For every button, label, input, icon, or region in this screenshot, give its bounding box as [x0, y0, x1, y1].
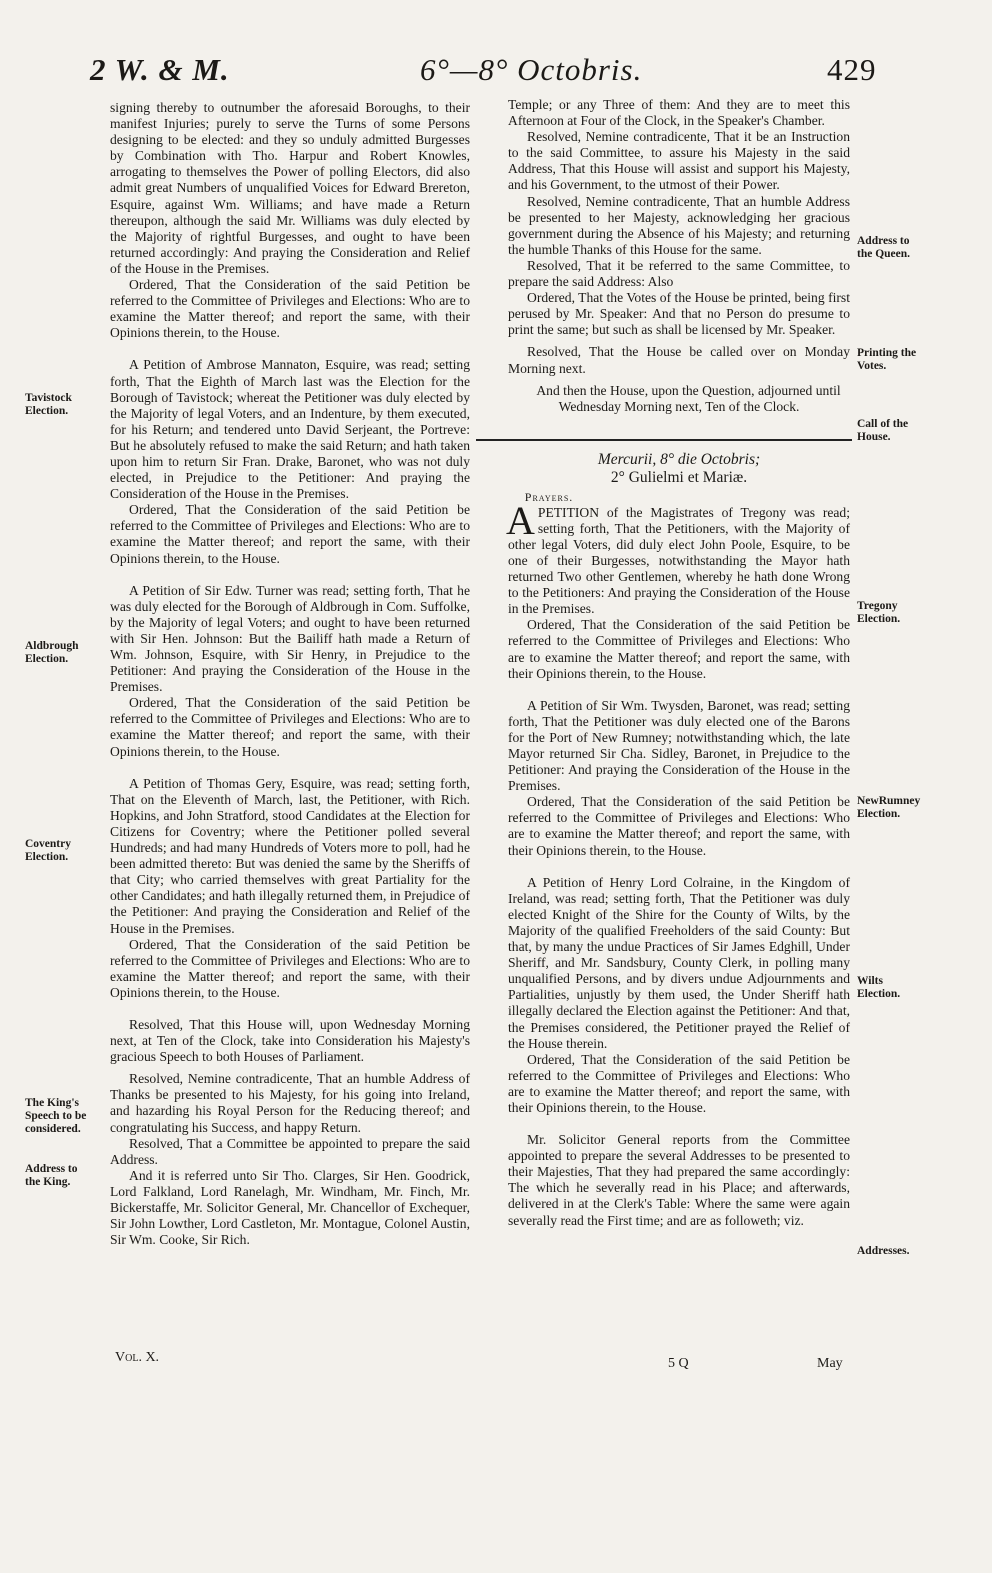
signature-mark: 5 Q [668, 1356, 689, 1371]
paragraph: Ordered, That the Votes of the House be printed, being first perused by Mr. Speaker: And that no Person do presume to print the same; but such as shall be licensed by Mr. Speaker. [508, 290, 850, 338]
paragraph: Ordered, That the Consideration of the said Petition be referred to the Committee of Privileges and Elections: Who are to examine the Matter thereof; and report the same, with their Opinions therein, to the House. [508, 794, 850, 858]
margin-note-coventry: Coventry Election. [25, 838, 71, 863]
margin-note-tregony: Tregony Election. [857, 600, 901, 625]
paragraph [506, 497, 850, 618]
paragraph: Ordered, That the Consideration of the said Petition be referred to the Committee of Privileges and Elections: Who are to examine the Matter thereof; and report the same, with their Opinions therein, to the House. [110, 277, 470, 341]
drop-cap: A [506, 497, 535, 543]
paragraph: Resolved, Nemine contradicente, That an humble Address of Thanks be presented to his Majesty, for his going into Ireland, and hazarding his Royal Person for the Reducing thereof; and congratulating his Success, and happy Return. [110, 1071, 470, 1135]
margin-note-tavistock: Tavistock Election. [25, 392, 72, 417]
paragraph: Temple; or any Three of them: And they are to meet this Afternoon at Four of the Clock, in the Speaker's Chamber. [508, 97, 850, 129]
paragraph: Resolved, Nemine contradicente, That an humble Address be presented to her Majesty, acknowledging her gracious government during the Absence of his Majesty; and returning the humble Thanks of this House for the same. [508, 193, 850, 257]
page-number: 429 [827, 52, 877, 87]
paragraph: And it is referred unto Sir Tho. Clarges, Sir Hen. Goodrick, Lord Falkland, Lord Ranelagh, Mr. Windham, Mr. Finch, Mr. Bickerstaffe, Mr. Solicitor General, Mr. Chancellor of Exchequer, Sir John Lowther, Lord Castleton, Mr. Montague, Colonel Austin, Sir Wm. Cooke, Sir Rich. [110, 1167, 470, 1248]
paragraph: A Petition of Ambrose Mannaton, Esquire, was read; setting forth, That the Eighth of March last was the Election for the Borough of Tavistock; whereat the Petitioner was duly elected by the Majority of legal Voters, and an Indenture, by them executed, for his Return; and tendered unto David Serjeant, the Portreve: But he absolutely refused to make the said Return; and hath taken upon him to return Sir Fran. Drake, Baronet, who was not duly elected, in Prejudice to the Petitioner: And praying the Consideration of the House in the Premises. [110, 357, 470, 502]
paragraph: A Petition of Sir Wm. Twysden, Baronet, was read; setting forth, That the Petitioner was duly elected one of the Barons for the Port of New Rumney; notwithstanding which, the late Mayor returned Sir Cha. Sidley, Baronet, in Prejudice to the Petitioner: And praying the Consideration of the House in the Premises. [508, 697, 850, 794]
margin-note-printing-votes: Printing the Votes. [857, 347, 917, 372]
adjournment-line: And then the House, upon the Question, adjourned until Wednesday Morning next, Ten of the Clock. [536, 382, 841, 414]
paragraph: Resolved, That this House will, upon Wednesday Morning next, at Ten of the Clock, take into Consideration his Majesty's gracious Speech to both Houses of Parliament. [110, 1016, 470, 1065]
paragraph: A Petition of Henry Lord Colraine, in the Kingdom of Ireland, was read; setting forth, That the Petitioner was duly elected Knight of the Shire for the County of Wilts, by the Majority of the qualified Freeholders of the said County: But that, by many the undue Practices of Sir James Edghill, Under Sheriff, and Mr. Sandsbury, County Clerk, in polling many unqualified Persons, and by divers undue Adjournments and Partialities, unjustly by them used, the Under Sheriff hath illegally declared the Election against the Petitioner: And that, the Premises considered, the Petitioner prayed the Relief of the House therein. [508, 874, 850, 1051]
running-head-date: 6°—8° Octobris. [420, 52, 643, 87]
paragraph: Resolved, That it be referred to the same Committee, to prepare the said Address: Also [508, 257, 850, 290]
right-column [508, 97, 850, 1229]
paragraph: Resolved, Nemine contradicente, That it be an Instruction to the said Committee, to assure his Majesty in the said Address, That this House will assist and support his Majesty, and his Government, to the utmost of their Power. [508, 129, 850, 193]
margin-note-addresses: Addresses. [857, 1245, 910, 1257]
day-heading-regnal: 2° Gulielmi et Mariæ. [610, 468, 748, 486]
paragraph: Resolved, That the House be called over on Monday Morning next. [508, 344, 850, 376]
margin-note-call-house: Call of the House. [857, 418, 909, 443]
margin-note-newrumney: NewRumney Election. [857, 795, 921, 820]
left-column [110, 100, 470, 1248]
running-head-regnal-year: 2 W. & M. [90, 52, 230, 87]
prayers-heading: Prayers. [524, 489, 574, 504]
paragraph: Resolved, That a Committee be appointed to prepare the said Address. [110, 1135, 470, 1167]
paragraph: Mr. Solicitor General reports from the Committee appointed to prepare the several Addresses to be presented to their Majesties, That they had prepared the same accordingly: The which he severally read in his Place; and afterwards, delivered in at the Clerk's Table: Where the same were again severally read the First time; and are as followeth; viz. [508, 1132, 850, 1228]
volume-footer: Vol. X. [115, 1350, 160, 1365]
section-divider [476, 439, 852, 441]
catchword: May [817, 1356, 843, 1371]
margin-note-aldbrough: Aldbrough Election. [25, 640, 79, 665]
paragraph: A Petition of Sir Edw. Turner was read; setting forth, That he was duly elected for the Borough of Aldbrough in Com. Suffolke, by the Majority of legal Voters; and ought to have been returned with Sir Hen. Johnson: But the Bailiff hath made a Return of Wm. Johnson, Esquire, with Sir Henry, in Prejudice to the Petitioner: And praying the Consideration of the House in the Premises. [110, 582, 470, 695]
paragraph: Ordered, That the Consideration of the said Petition be referred to the Committee of Privileges and Elections: Who are to examine the Matter thereof; and report the same, with their Opinions therein, to the House. [508, 1051, 850, 1115]
paragraph-text: PETITION of the Magistrates of Tregony was read; setting forth, That the Petitioners, with the Majority of other legal Voters, did duly elect John Poole, Esquire, to be one of their Burgesses, notwithstanding the Mayor hath returned Two other Gentlemen, whereby he hath done Wrong to the Petitioners: And praying the Consideration of the House in the Premises. [508, 504, 850, 617]
margin-note-address-queen: Address to the Queen. [857, 235, 911, 260]
day-heading-date: Mercurii, 8° die Octobris; [597, 450, 761, 468]
paragraph: Ordered, That the Consideration of the said Petition be referred to the Committee of Privileges and Elections: Who are to examine the Matter thereof; and report the same, with their Opinions therein, to the House. [110, 502, 470, 566]
paragraph: Ordered, That the Consideration of the said Petition be referred to the Committee of Privileges and Elections: Who are to examine the Matter thereof; and report the same, with their Opinions therein, to the House. [110, 695, 470, 759]
margin-note-wilts: Wilts Election. [857, 975, 901, 1000]
margin-note-kings-speech: The King's Speech to be considered. [25, 1097, 87, 1135]
paragraph: signing thereby to outnumber the aforesaid Boroughs, to their manifest Injuries; purely to serve the Turns of some Persons designing to be elected: and they so unduly admitted Burgesses by Combination with Tho. Harpur and Robert Knowles, arrogating to themselves the Power of polling Electors, did also admit great Numbers of unqualified Voices for Edward Brereton, Esquire, against Wm. Williams; and have made a Return thereupon, although the said Mr. Williams was duly elected by the Majority of rightful Burgesses, and ought to have been returned accordingly: And praying the Consideration and Relief of the House in the Premises. [110, 100, 470, 276]
paragraph: Ordered, That the Consideration of the said Petition be referred to the Committee of Privileges and Elections: Who are to examine the Matter thereof; and report the same, with their Opinions therein, to the House. [508, 617, 850, 681]
day-heading [508, 451, 850, 487]
paragraph: Ordered, That the Consideration of the said Petition be referred to the Committee of Privileges and Elections: Who are to examine the Matter thereof; and report the same, with their Opinions therein, to the House. [110, 936, 470, 1000]
paragraph: A Petition of Thomas Gery, Esquire, was read; setting forth, That on the Eleventh of March, last, the Petitioner, with Rich. Hopkins, and John Stratford, stood Candidates at the Election for Citizens for Coventry; where the Petitioner polled several Hundreds; and had many Hundreds of Voters more to poll, had he been admitted thereto: But was denied the same by the Sheriffs of that City; who carried themselves with great Partiality for the other Candidates; and hath illegally returned them, in Prejudice of the Petitioner: And praying the Consideration and Relief of the House in the Premises. [110, 775, 470, 936]
margin-note-address-king: Address to the King. [25, 1163, 78, 1188]
